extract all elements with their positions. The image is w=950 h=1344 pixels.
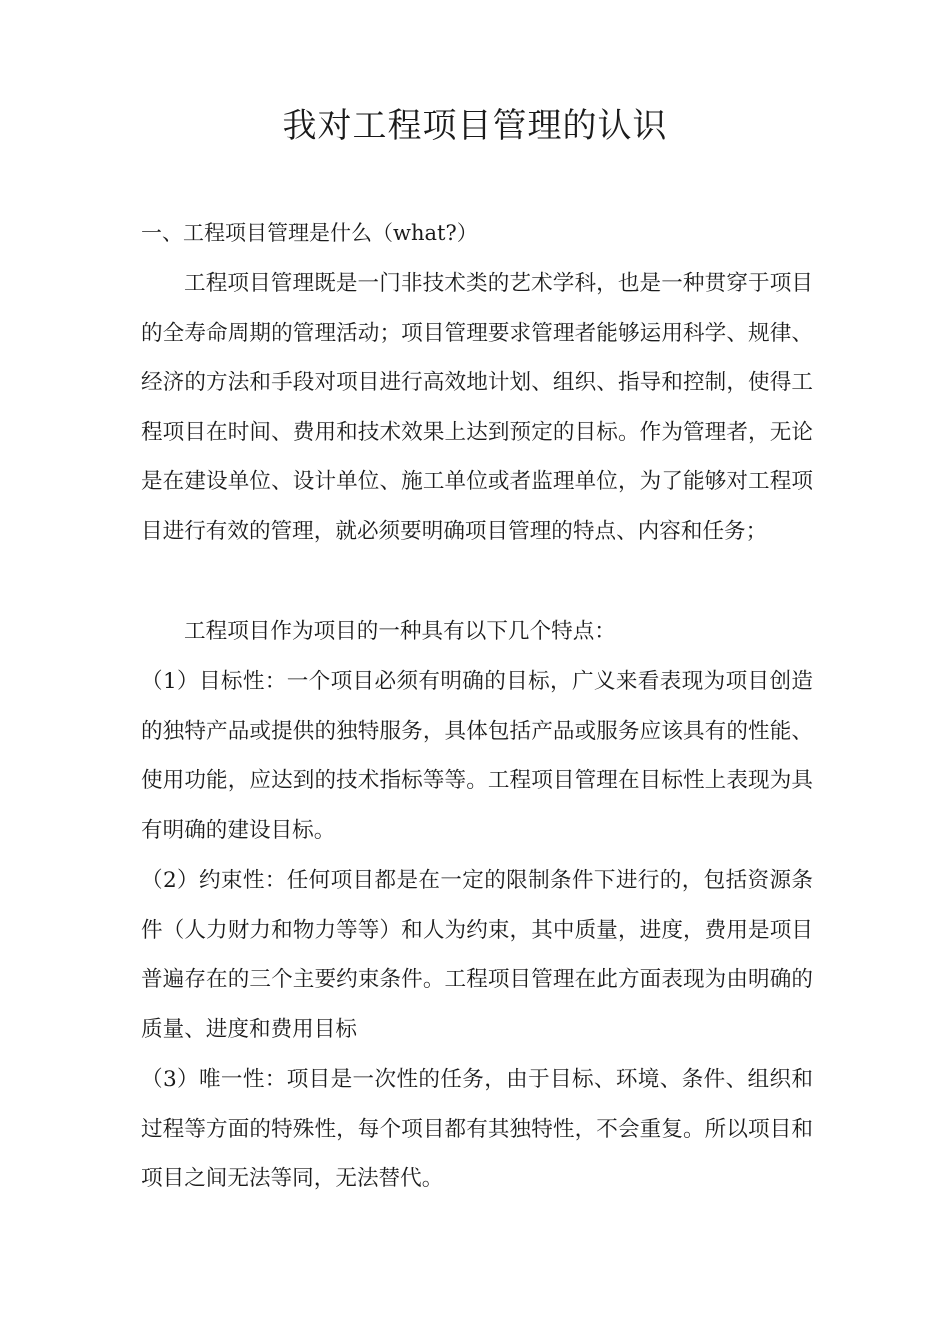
paragraph-definition: 工程项目管理既是一门非技术类的艺术学科，也是一种贯穿于项目的全寿命周期的管理活动；项目管理要求管理者能够运用科学、规律、经济的方法和手段对项目进行高效地计划、组织、指导和控制，使得工程项目在时间、费用和技术效果上达到预定的目标。作为管理者，无论是在建设单位、设计单位、施工单位或者监理单位，为了能够对工程项目进行有效的管理，就必须要明确项目管理的特点、内容和任务；: [141, 271, 813, 544]
paragraph-features-intro: 工程项目作为项目的一种具有以下几个特点：: [184, 619, 616, 644]
document-title: 我对工程项目管理的认识: [282, 106, 668, 146]
feature-item-uniqueness: （3）唯一性：项目是一次性的任务，由于目标、环境、条件、组织和过程等方面的特殊性，每个项目都有其独特性，不会重复。所以项目和项目之间无法等同，无法替代。: [141, 1067, 813, 1192]
feature-item-constraint: （2）约束性：任何项目都是在一定的限制条件下进行的，包括资源条件（人力财力和物力等等）和人为约束，其中质量，进度，费用是项目普遍存在的三个主要约束条件。工程项目管理在此方面表现为由明确的质量、进度和费用目标: [141, 868, 813, 1042]
section-heading: 一、工程项目管理是什么（what?）: [141, 221, 478, 245]
feature-item-objective: （1）目标性：一个项目必须有明确的目标，广义来看表现为项目创造的独特产品或提供的独特服务，具体包括产品或服务应该具有的性能、使用功能，应达到的技术指标等等。工程项目管理在目标性上表现为具有明确的建设目标。: [141, 669, 813, 843]
